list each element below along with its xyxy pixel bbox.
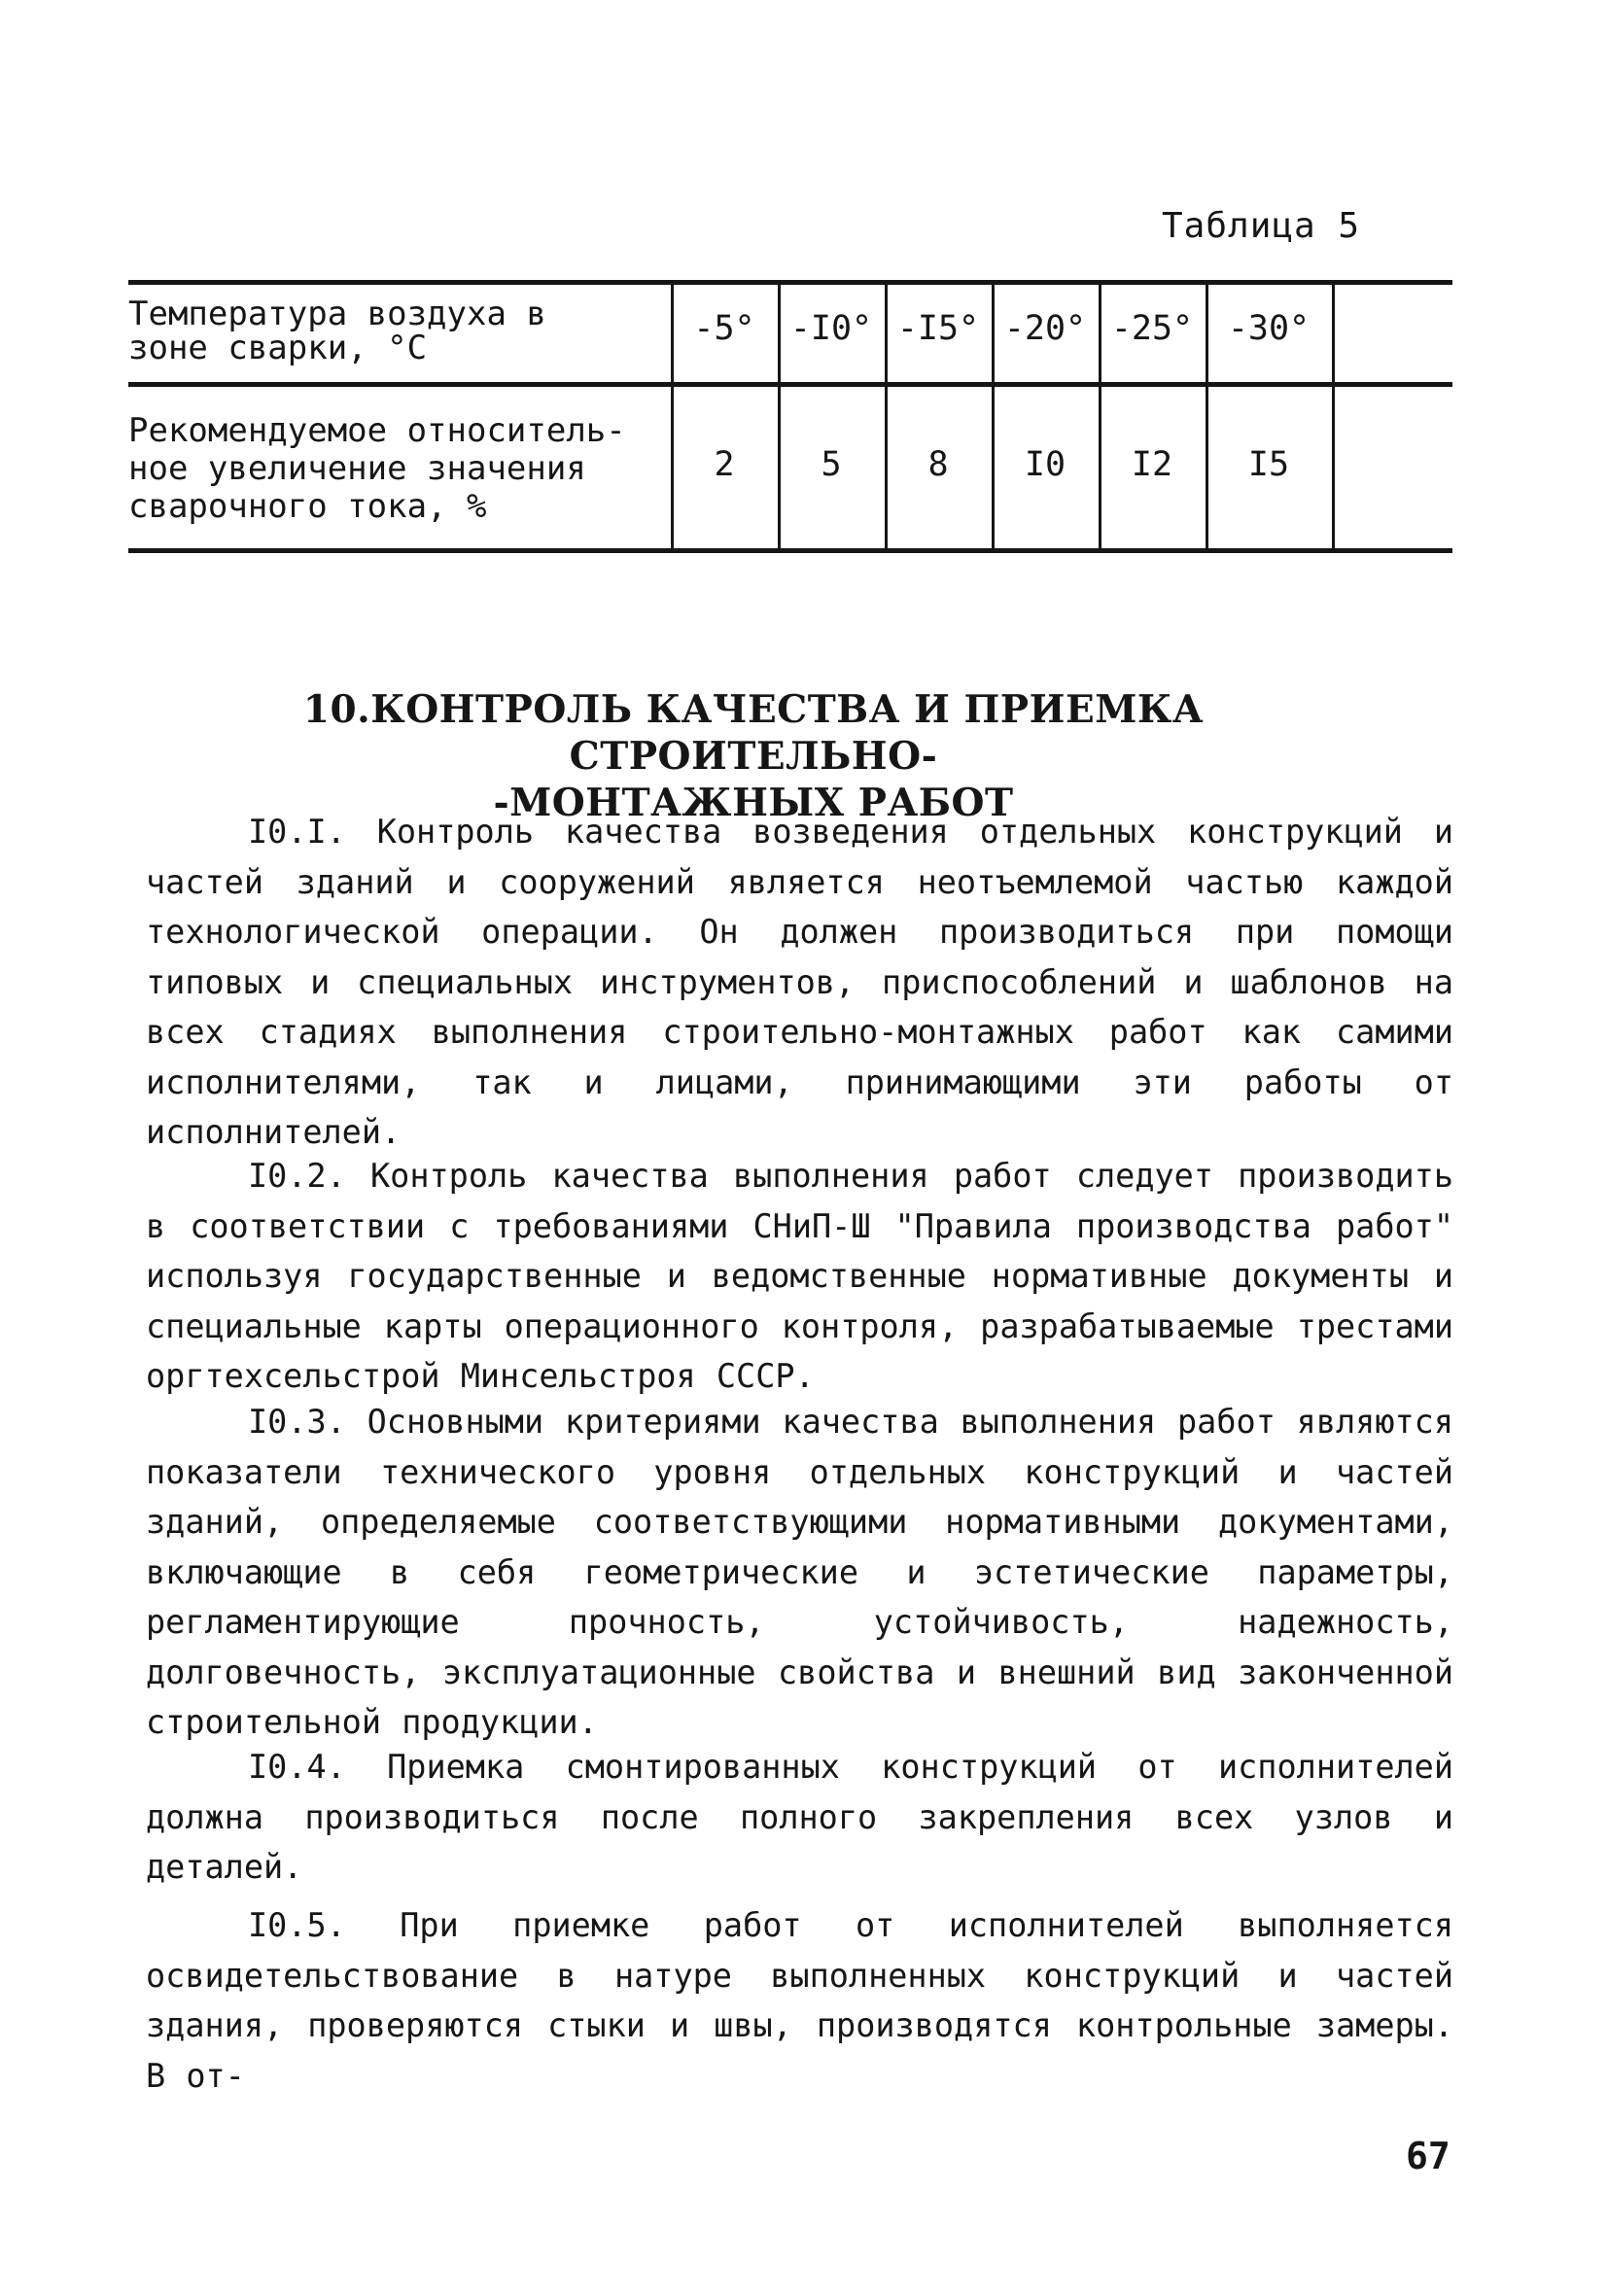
temperature-cell: -I0° [789,309,873,348]
table-column-divider [1332,282,1335,550]
increase-value-cell: I2 [1131,445,1173,484]
temperature-cell: -30° [1227,309,1311,348]
section-title: 10.КОНТРОЛЬ КАЧЕСТВА И ПРИЕМКА СТРОИТЕЛЬНО- -МОНТАЖНЫХ РАБОТ [302,687,1205,825]
temperature-cell: -I5° [896,309,980,348]
increase-value-cell: I5 [1247,445,1290,484]
temperature-cell: -5° [693,309,755,348]
paragraph: I0.I. Контроль качества возведения отдельных конструкций и частей зданий и сооружений является неотъемлемой частью каждой технологической операции. Он должен производиться при помощи типовых и специальных инструментов, приспособлений и шаблонов на всех стадиях выполнения строительно-монтажных работ как самими исполнителями, так и лицами, принимающими эти работы от исполнителей. [146,813,1453,1151]
table-column-divider [1206,282,1208,550]
paragraph: I0.2. Контроль качества выполнения работ следует производить в соответствии с требованиями СНиП-Ш "Правила производства работ" используя государственные и ведомственные нормативные документы и специальные карты операционного контроля, разрабатываемые трестами оргтехсельстрой Минсельстроя СССР. [146,1157,1453,1395]
table-header-label: Температура воздуха в зоне сварки, °С [128,295,546,367]
table-row-label: Рекомендуемое относитель- ное увеличение значения сварочного тока, % [128,411,626,526]
table-top-rule [128,280,1452,285]
paragraph: I0.4. Приемка смонтированных конструкций от исполнителей должна производиться после полного закрепления всех узлов и деталей. [146,1748,1453,1886]
increase-value-cell: 5 [821,445,842,484]
page-number: 67 [1406,2135,1451,2177]
table-middle-rule [128,382,1452,387]
paragraph: I0.3. Основными критериями качества выполнения работ являются показатели технического уровня отдельных конструкций и частей зданий, определяемые соответствующими нормативными документами, включающие в себя геометрические и эстетические параметры, регламентирующие прочность, устойчивость, надежность, долговечность, эксплуатационные свойства и внешний вид законченной строительной продукции. [146,1403,1453,1741]
increase-value-cell: 2 [714,445,735,484]
paragraph: I0.5. При приемке работ от исполнителей выполняется освидетельствование в натуре выполненных конструкций и частей здания, проверяются стыки и швы, производятся контрольные замеры. В от- [146,1906,1453,2095]
table-bottom-rule [128,548,1452,553]
temperature-cell: -25° [1110,309,1194,348]
temperature-cell: -20° [1003,309,1087,348]
increase-value-cell: I0 [1024,445,1066,484]
increase-value-cell: 8 [927,445,949,484]
table-caption: Таблица 5 [1162,206,1361,246]
